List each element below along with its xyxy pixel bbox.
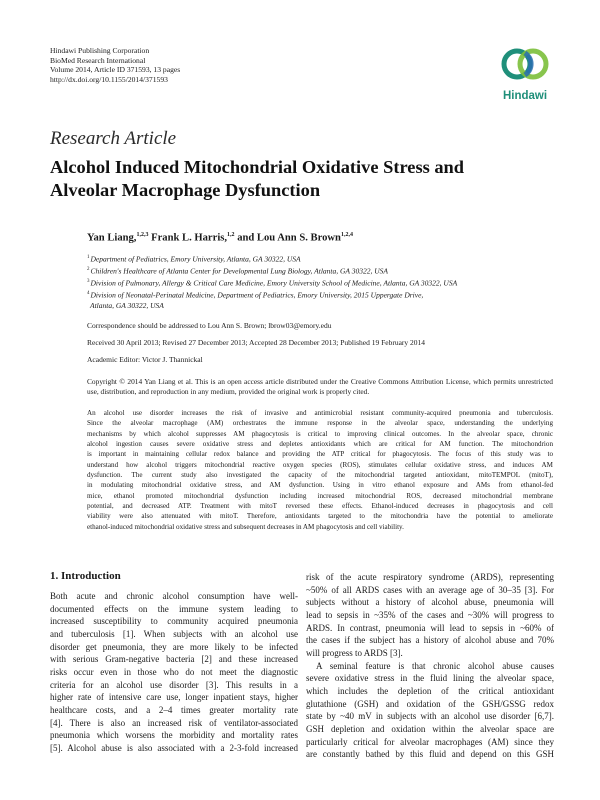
- author-affil-sup: 1,2,3: [136, 232, 149, 238]
- correspondence: Correspondence should be addressed to Lou Ann S. Brown; lbrow03@emory.edu: [87, 321, 332, 330]
- affiliation-text: Children's Healthcare of Atlanta Center for Developmental Lung Biology, Atlanta, GA 30322, USA: [90, 266, 388, 276]
- affiliation: [87, 265, 457, 277]
- abstract-line: Since the alveolar macrophage (AM) orchestrates the immune response in the alveolar space, understanding the underlying: [87, 419, 553, 428]
- publication-dates: Received 30 April 2013; Revised 27 December 2013; Accepted 28 December 2013; Published 19 February 2014: [87, 338, 426, 347]
- affiliation-text: Atlanta, GA 30322, USA: [90, 301, 164, 311]
- body-line: particularly critical for alveolar macrophages (AM) since they: [306, 736, 554, 747]
- doi-link[interactable]: http://dx.doi.org/10.1155/2014/371593: [50, 74, 168, 84]
- affiliation-sup: 2: [87, 267, 90, 273]
- publisher-info: [50, 46, 180, 84]
- body-column-left: [50, 590, 298, 755]
- body-line: the cases if the subject has a history of alcohol abuse and 70%: [306, 635, 554, 646]
- body-line: with serious Gram-negative bacteria [2] and these increased: [50, 654, 298, 665]
- abstract-line: ethanol-induced mitochondrial oxidative stress and subsequent decreases in AM phagocytosis and cell viability.: [87, 522, 404, 531]
- affiliation-continuation: [87, 301, 457, 312]
- body-line: which includes the depletion of the critical antioxidant: [306, 685, 554, 696]
- body-line: ~50% of all ARDS cases with an average age of 30–35 [3]. For: [306, 584, 554, 595]
- abstract-line: in modulating mitochondrial oxidative stress, and AM dysfunction. Using in vitro ethanol exposure and AMs from ethanol-fed: [87, 481, 553, 490]
- body-line: will progress to ARDS [3].: [306, 647, 403, 658]
- journal-name: BioMed Research International: [50, 55, 146, 65]
- hindawi-rings-icon: [496, 40, 554, 90]
- title-line: Alveolar Macrophage Dysfunction: [50, 180, 321, 200]
- body-line: GSH depletion and oxidation within the alveolar space are: [306, 723, 554, 734]
- affiliation-text: Division of Neonatal-Perinatal Medicine, Department of Pediatrics, Emory University, 2015 Uppergate Drive,: [90, 290, 424, 300]
- abstract-line: dysfunction. The current study also investigated the capacity of the mitochondrial targeted antioxidant, mitoTEMPOL (mitoT),: [87, 471, 553, 480]
- abstract-line: is important in maintaining cellular redox balance and providing the ATP critical for phagocytosis. The focus of this study was to: [87, 450, 553, 459]
- affiliation: [87, 277, 457, 289]
- body-column-right: [306, 571, 554, 761]
- author-affil-sup: 1,2: [227, 232, 235, 238]
- body-line: Both acute and chronic alcohol consumption have well-: [50, 591, 298, 601]
- abstract-line: viability were also attenuated with mitoT. Therefore, antioxidants targeted to the mitochondria have the potential to ameliorate: [87, 512, 553, 521]
- body-line: [5]. Alcohol abuse is also associated with a 2-3-fold increased: [50, 742, 298, 753]
- abstract-line: understand how alcohol triggers mitochondrial reactive oxygen species (ROS), stimulates cellular oxidative stress, and induces AM: [87, 460, 553, 469]
- body-line: lead to sepsis in ~35% of the cases and ~30% will progress to: [306, 609, 554, 620]
- abstract-line: alcohol ingestion causes severe oxidative stress and depletes antioxidants which are critical for AM function. The mitochondrion: [87, 440, 553, 449]
- body-line: subjects without a history of alcohol abuse, pneumonia will: [306, 597, 554, 608]
- author-name: and Lou Ann S. Brown: [237, 232, 341, 244]
- affiliation-text: Division of Pulmonary, Allergy & Critical Care Medicine, Emory University School of Medicine, Atlanta, GA 30322, USA: [90, 278, 458, 288]
- body-line: severe oxidative stress in the fluid lining the alveolar space,: [306, 673, 554, 684]
- body-line: healthcare costs, and a 2–4 times greater mortality rate: [50, 704, 298, 715]
- body-line: and tuberculosis [1]. When subjects with an alcohol use: [50, 628, 298, 639]
- author-name: Frank L. Harris,: [151, 232, 228, 244]
- academic-editor: Academic Editor: Victor J. Thannickal: [87, 355, 203, 364]
- copyright-notice: Copyright © 2014 Yan Liang et al. This is an open access article distributed under the Creative Commons Attribution License, which permits unrestricted use, distribution, and reproduction in any medium, provided the original work is properly cited.: [87, 377, 553, 397]
- body-line: increased susceptibility to community acquired pneumonia: [50, 616, 298, 627]
- body-line: glutathione (GSH) and oxidation of the GSH/GSSG redox: [306, 698, 554, 709]
- title-line: Alcohol Induced Mitochondrial Oxidative Stress and: [50, 157, 465, 177]
- section-heading: 1. Introduction: [50, 570, 121, 582]
- affiliation: [87, 253, 457, 265]
- affiliation-sup: 1: [87, 255, 90, 260]
- journal-publisher: Hindawi Publishing Corporation: [50, 46, 150, 55]
- body-line: are constantly bathed by this fluid and depend on this GSH: [306, 749, 554, 760]
- logo-text: Hindawi: [502, 90, 548, 102]
- abstract-line: An alcohol use disorder increases the risk of invasive and antimicrobial resistant community-acquired pneumonia and tuberculosis.: [87, 409, 553, 417]
- volume-info: Volume 2014, Article ID 371593, 13 pages: [50, 65, 181, 75]
- article-title: [50, 156, 530, 202]
- body-line: documented effects on the immune system leading to: [50, 603, 298, 614]
- affiliation-sup: 4: [87, 291, 90, 297]
- affiliation-text: Department of Pediatrics, Emory University, Atlanta, GA 30322, USA: [90, 254, 301, 264]
- body-line: higher rate of intensive care use, longer inpatient stays, higher: [50, 692, 298, 703]
- body-line: criteria for an alcohol use disorder [3]. This results in a: [50, 679, 298, 690]
- body-line: disorder get pneumonia, they are more likely to be infected: [50, 641, 298, 652]
- author-affil-sup: 1,2,4: [340, 232, 353, 238]
- hindawi-logo: [496, 40, 554, 112]
- affiliation-sup: 3: [87, 279, 90, 285]
- article-type: Research Article: [50, 128, 177, 149]
- body-line: ARDS. In contrast, pneumonia will lead to sepsis in ~60% of: [306, 622, 554, 633]
- body-line: [4]. There is also an increased risk of ventilator-associated: [50, 717, 298, 728]
- body-line: risk of the acute respiratory syndrome (ARDS), representing: [306, 572, 554, 582]
- author-name: Yan Liang,: [87, 232, 137, 244]
- author-list: [87, 232, 353, 244]
- body-line: state by ~40 mV in subjects with an alcohol use disorder [6,7].: [306, 711, 554, 722]
- abstract-line: mice, ethanol promoted mitochondrial dysfunction including increased mitochondrial ROS, decreased mitochondrial membrane: [87, 491, 553, 500]
- abstract: [87, 408, 553, 532]
- body-line: pneumonia which worsens the morbidity and mortality rates: [50, 730, 298, 741]
- abstract-line: potential, and decreased ATP. Treatment with mitoT reversed these effects. Ethanol-induced decreases in phagocytosis and cell: [87, 502, 553, 511]
- abstract-line: mechanisms by which alcohol suppresses AM phagocytosis is critical to improving clinical outcomes. In the alveolar space, chronic: [87, 429, 553, 438]
- body-line: risks occur even in those who do not meet the diagnostic: [50, 666, 298, 677]
- affiliation-list: [87, 253, 457, 312]
- body-line: A seminal feature is that chronic alcohol abuse causes: [316, 660, 554, 671]
- affiliation: [87, 289, 457, 301]
